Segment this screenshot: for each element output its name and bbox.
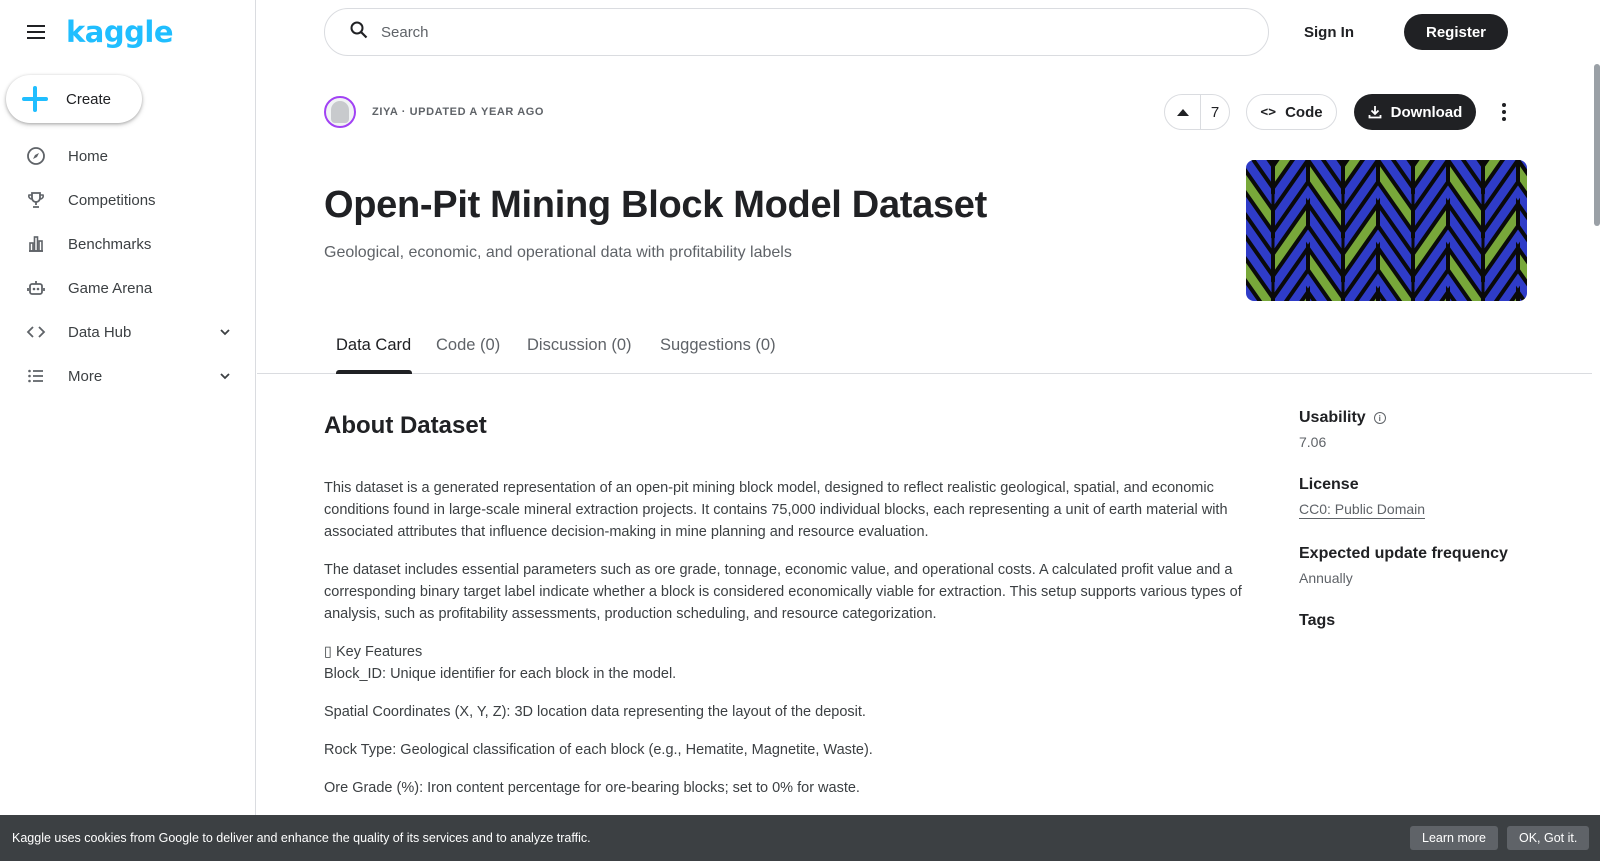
sidebar-item-benchmarks[interactable]: [0, 222, 255, 266]
sign-in-button[interactable]: Sign In: [1304, 23, 1354, 41]
tab-bar: [257, 332, 1592, 374]
feature-item: Rock Type: Geological classification of each block (e.g., Hematite, Magnetite, Waste).: [324, 742, 873, 758]
key-features-heading: ▯ Key Features: [324, 644, 423, 660]
download-button-label: Download: [1390, 103, 1463, 121]
register-button[interactable]: Register: [1404, 14, 1508, 50]
frequency-label: Expected update frequency: [1299, 545, 1508, 562]
compass-icon: [26, 146, 46, 166]
download-button[interactable]: [1354, 94, 1476, 130]
sidebar-item-game-arena[interactable]: [0, 266, 255, 310]
vote-control: [1164, 94, 1230, 130]
caret-up-icon: [1177, 109, 1189, 116]
usability-value: 7.06: [1299, 434, 1327, 450]
dataset-meta: [1299, 409, 1559, 656]
search-input[interactable]: [381, 24, 1231, 41]
trophy-icon: [26, 190, 46, 210]
author-meta: ZIYA · UPDATED A YEAR AGO: [372, 106, 545, 118]
search-icon: [349, 20, 369, 45]
sidebar-item-label: Benchmarks: [68, 235, 152, 253]
about-paragraph: The dataset includes essential parameters such as ore grade, tonnage, economic value, and operational costs. A calculated profit value and a corresponding binary target label indicate whether a block is considered economically viable for extraction. This setup supports various types of analysis, such as profitability assessments, production scheduling, and resource categorization.: [324, 562, 1242, 622]
sidebar: [0, 0, 256, 861]
sidebar-item-label: More: [68, 367, 103, 385]
code-icon: <>: [1260, 104, 1277, 120]
sidebar-item-label: Game Arena: [68, 279, 153, 297]
usability-label: Usability: [1299, 409, 1366, 426]
tags-section: [1299, 612, 1559, 630]
hamburger-menu-icon[interactable]: [24, 20, 48, 44]
feature-item: Block_ID: Unique identifier for each block in the model.: [324, 666, 677, 682]
tab-discussion[interactable]: Discussion (0): [527, 336, 632, 354]
page-scrollbar: [1592, 0, 1600, 861]
upvote-button[interactable]: [1165, 95, 1201, 129]
avatar[interactable]: [324, 96, 356, 128]
create-label: Create: [66, 90, 112, 108]
chevron-down-icon[interactable]: [217, 368, 233, 384]
code-button[interactable]: [1246, 94, 1337, 130]
sidebar-header: [24, 16, 173, 48]
frequency-section: [1299, 545, 1559, 586]
feature-item: Spatial Coordinates (X, Y, Z): 3D location data representing the layout of the deposit.: [324, 704, 866, 720]
robot-icon: [26, 278, 46, 298]
sidebar-item-competitions[interactable]: [0, 178, 255, 222]
cookie-banner: [0, 815, 1600, 861]
sidebar-nav: [0, 134, 255, 398]
frequency-value: Annually: [1299, 570, 1353, 586]
plus-icon: [22, 86, 48, 112]
kaggle-logo[interactable]: kaggle: [66, 14, 173, 49]
about-heading: About Dataset: [324, 412, 487, 439]
page-title: Open-Pit Mining Block Model Dataset: [324, 184, 987, 226]
dataset-cover-image: [1246, 160, 1527, 301]
cookie-text: Kaggle uses cookies from Google to deliver and enhance the quality of its services and to analyze traffic.: [12, 831, 591, 845]
sidebar-item-label: Competitions: [68, 191, 156, 209]
author-row: [324, 96, 544, 128]
usability-section: [1299, 409, 1559, 450]
more-options-icon[interactable]: [1492, 98, 1516, 126]
scrollbar-thumb[interactable]: [1594, 64, 1600, 226]
vote-count: 7: [1210, 103, 1220, 121]
bar-chart-icon: [26, 234, 46, 254]
tags-label: Tags: [1299, 612, 1336, 629]
sidebar-item-home[interactable]: [0, 134, 255, 178]
tab-data-card[interactable]: Data Card: [336, 336, 412, 354]
learn-more-button[interactable]: Learn more: [1410, 826, 1498, 850]
sidebar-item-data-hub[interactable]: [0, 310, 255, 354]
list-icon: [26, 366, 46, 386]
code-button-label: Code: [1285, 103, 1323, 121]
tab-suggestions[interactable]: Suggestions (0): [660, 336, 776, 354]
sidebar-item-label: Data Hub: [68, 323, 132, 341]
info-icon[interactable]: i: [1374, 412, 1386, 424]
active-tab-indicator: [336, 370, 412, 374]
page-subtitle: Geological, economic, and operational data with profitability labels: [324, 244, 792, 261]
license-section: [1299, 476, 1559, 519]
sidebar-item-label: Home: [68, 147, 109, 165]
ok-got-it-button[interactable]: OK, Got it.: [1507, 826, 1589, 850]
chevron-down-icon[interactable]: [217, 324, 233, 340]
license-link[interactable]: CC0: Public Domain: [1299, 501, 1426, 517]
about-content: [324, 477, 1272, 815]
search-bar[interactable]: [324, 8, 1269, 56]
download-icon: [1368, 105, 1382, 119]
tab-code[interactable]: Code (0): [436, 336, 501, 354]
about-paragraph: This dataset is a generated representation of an open-pit mining block model, designed to reflect realistic geological, spatial, and economic conditions found in large-scale mineral extraction projects. It contains 75,000 individual blocks, each representing a unit of earth material with associated attributes that influence decision-making in mine planning and resource evaluation.: [324, 480, 1228, 540]
sidebar-item-more[interactable]: [0, 354, 255, 398]
code-icon: [26, 322, 46, 342]
create-button[interactable]: [6, 75, 142, 123]
feature-item: Ore Grade (%): Iron content percentage for ore-bearing blocks; set to 0% for waste.: [324, 780, 860, 796]
license-label: License: [1299, 476, 1359, 493]
